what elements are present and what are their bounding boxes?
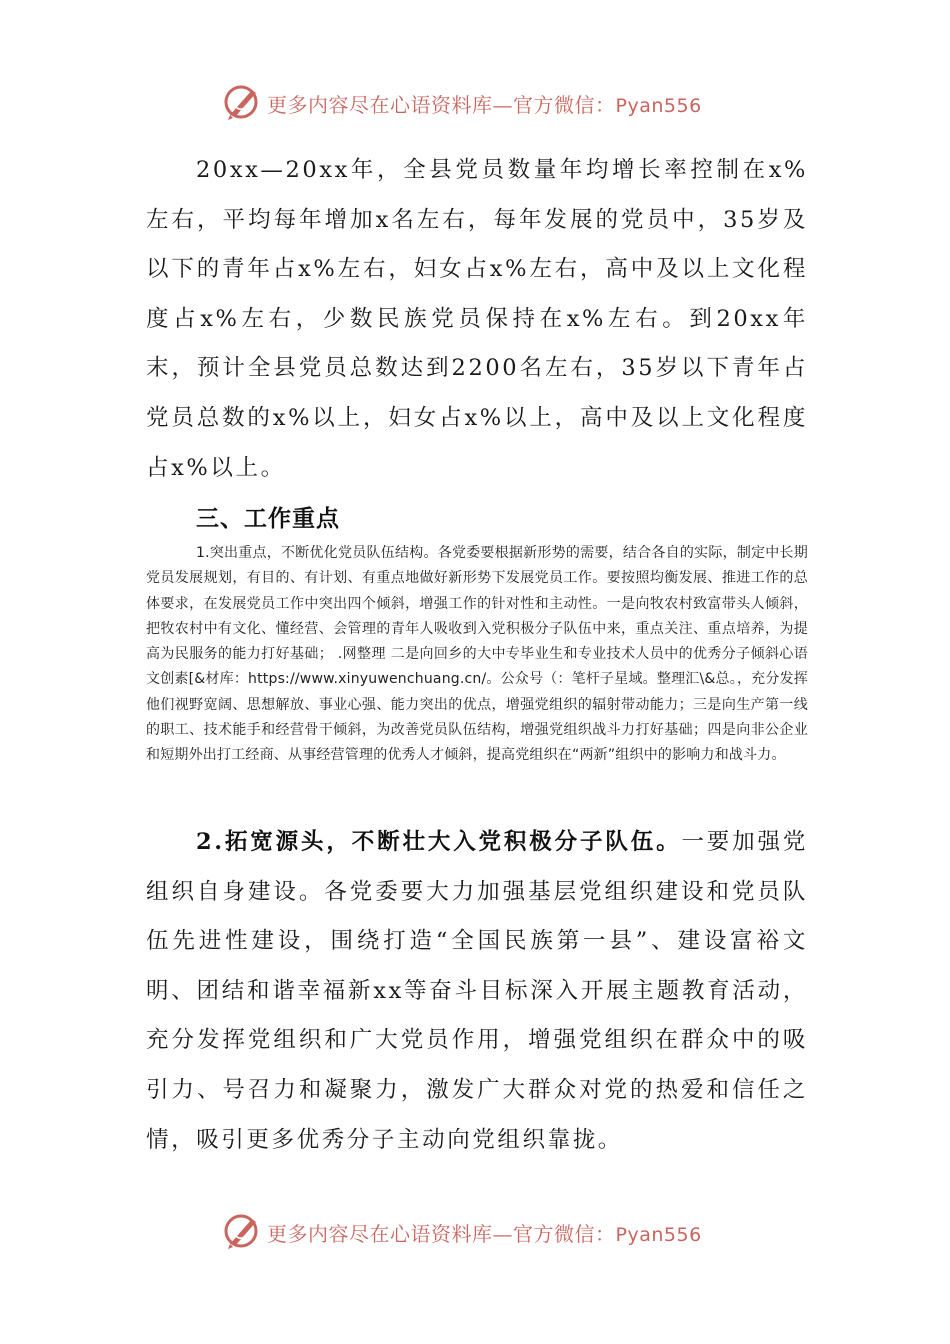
banner-slogan: 更多内容尽在心语资料库—官方微信： bbox=[267, 93, 616, 117]
banner-text bbox=[267, 89, 702, 118]
banner-wechat-id: Pyan556 bbox=[615, 95, 702, 117]
banner-text bbox=[267, 1218, 702, 1247]
paragraph-key-points: 1.突出重点，不断优化党员队伍结构。各党委要根据新形势的需要，结合各自的实际，制定中长期党员发展规划，有目的、有计划、有重点地做好新形势下发展党员工作。要按照均衡发展、推进工作的总体要求，在发展党员工作中突出四个倾斜，增强工作的针对性和主动性。一是向牧农村致富带头人倾斜，把牧农村中有文化、懂经营、会管理的青年人吸收到入党积极分子队伍中来，重点关注、重点培养，为提高为民服务的能力打好基础； .网整理 二是向回乡的大中专毕业生和专业技术人员中的优秀分子倾斜心语文创素[&材库：https://www.xinyuwenchuang.cn/。公众号（：笔杆子星域。整理汇\&总。，充分发挥他们视野宽阔、思想解放、事业心强、能力突出的优点，增强党组织的辐射带动能力；三是向生产第一线的职工、技术能手和经营骨干倾斜，为改善党员队伍结构，增强党组织战斗力打好基础；四是向非公企业和短期外出打工经商、从事经营管理的优秀人才倾斜，提高党组织在“两新”组织中的影响力和战斗力。 bbox=[146, 545, 808, 764]
paragraph-lead: 2.拓宽源头，不断壮大入党积极分子队伍。 bbox=[196, 829, 682, 855]
footer-banner bbox=[0, 1209, 950, 1253]
banner-wechat-id: Pyan556 bbox=[615, 1224, 702, 1246]
paragraph-broaden-source bbox=[146, 818, 808, 1165]
pen-logo-icon bbox=[222, 1211, 262, 1251]
section-heading: 三、工作重点 bbox=[196, 506, 340, 532]
paragraph-goals: 20xx—20xx年，全县党员数量年均增长率控制在x%左右，平均每年增加x名左右，每年发展的党员中，35岁及以下的青年占x%左右，妇女占x%左右，高中及以上文化程度占x%左右，少数民族党员保持在x%左右。到20xx年末，预计全县党员总数达到2200名左右，35岁以下青年占党员总数的x%以上，妇女占x%以上，高中及以上文化程度占x%以上。 bbox=[146, 157, 808, 481]
pen-logo-icon bbox=[222, 82, 262, 122]
header-banner bbox=[0, 80, 950, 124]
banner-slogan: 更多内容尽在心语资料库—官方微信： bbox=[267, 1222, 616, 1246]
paragraph-body: 一要加强党组织自身建设。各党委要大力加强基层党组织建设和党员队伍先进性建设，围绕打造“全国民族第一县”、建设富裕文明、团结和谐幸福新xx等奋斗目标深入开展主题教育活动，充分发挥党组织和广大党员作用，增强党组织在群众中的吸引力、号召力和凝聚力，激发广大群众对党的热爱和信任之情，吸引更多优秀分子主动向党组织靠拢。 bbox=[146, 829, 808, 1153]
